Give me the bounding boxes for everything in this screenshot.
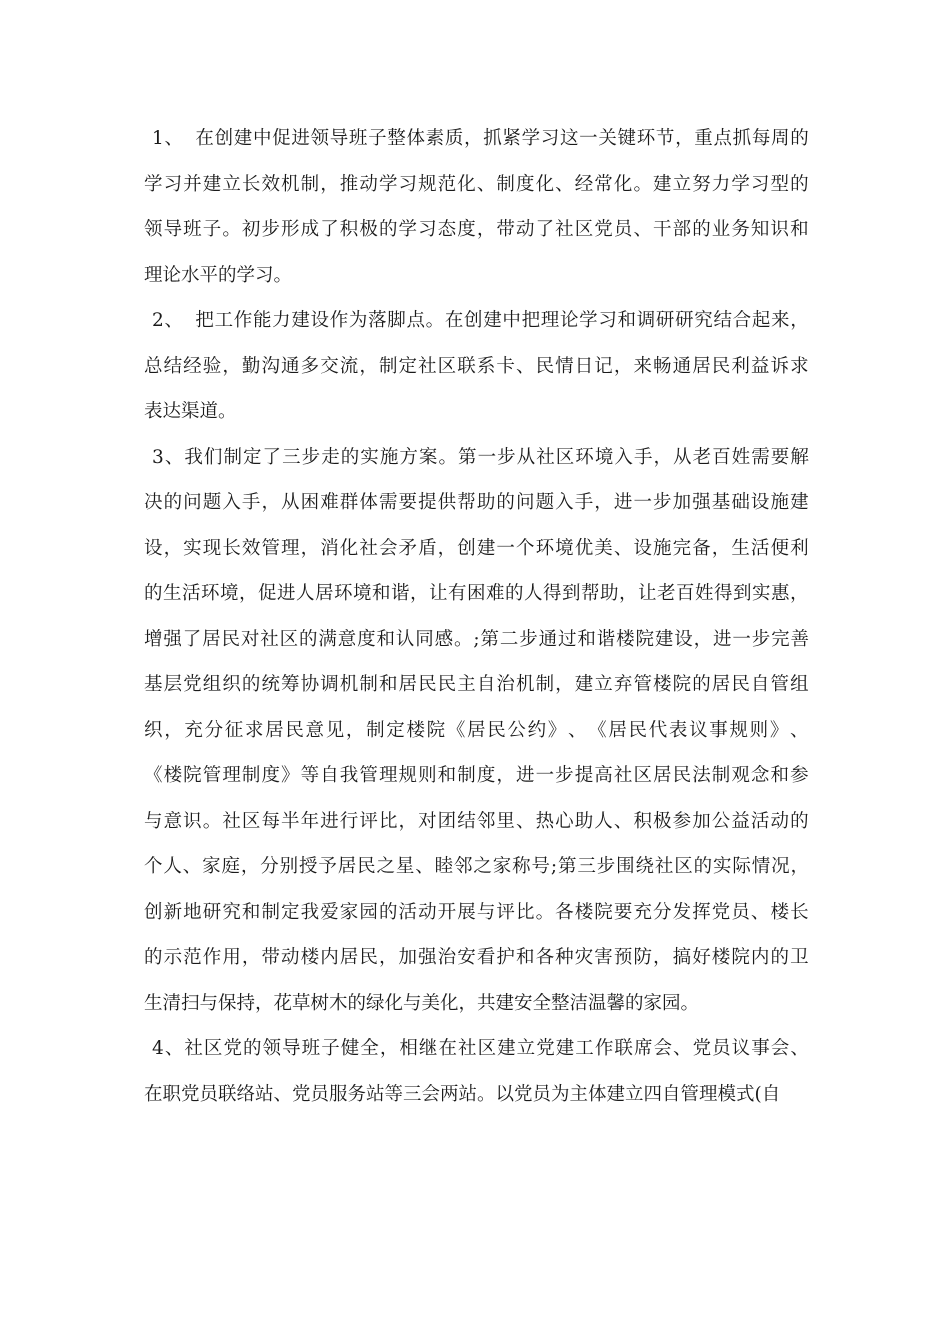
text-line: 决 的 问 题 入 手 ， 从 困 难 群 体 需 要 提 供 帮 助 的 问 题 入 手 ， 进 一 步 加 强 基 础 设 施 建 <box>144 492 809 513</box>
text-line: 的 生 活 环 境 ， 促 进 人 居 环 境 和 谐 ， 让 有 困 难 的 人 得 到 帮 助 ， 让 老 百 姓 得 到 实 惠 ， <box>144 583 809 604</box>
text-line: 创 新 地 研 究 和 制 定 我 爱 家 园 的 活 动 开 展 与 评 比 。 各 楼 院 要 充 分 发 挥 党 员 、 楼 长 <box>144 901 809 923</box>
text-line: 在职党员联络站、党员服务站等三会两站。以党员为主体建立四自管理模式(自 <box>144 1083 781 1105</box>
text-line: 表达渠道。 <box>144 401 237 422</box>
text-line: 1 、 在 创 建 中 促 进 领 导 班 子 整 体 素 质 ， 抓 紧 学 习 这 一 关 键 环 节 ， 重 点 抓 每 周 的 <box>152 128 809 149</box>
text-line: 与 意 识 。 社 区 每 半 年 进 行 评 比 ， 对 团 结 邻 里 、 热 心 助 人 、 积 极 参 加 公 益 活 动 的 <box>144 810 809 832</box>
text-line: 领 导 班 子 。 初 步 形 成 了 积 极 的 学 习 态 度 ， 带 动 了 社 区 党 员 、 干 部 的 业 务 知 识 和 <box>144 219 809 240</box>
paragraph-3 <box>144 435 809 1027</box>
text-line: 增 强 了 居 民 对 社 区 的 满 意 度 和 认 同 感 。 ; 第 二 步 通 过 和 谐 楼 院 建 设 ， 进 一 步 完 善 <box>144 628 809 650</box>
text-line: 2 、 把 工 作 能 力 建 设 作 为 落 脚 点 。 在 创 建 中 把 理 论 学 习 和 调 研 研 究 结 合 起 来 ， <box>152 310 809 331</box>
text-line: 基 层 党 组 织 的 统 筹 协 调 机 制 和 居 民 民 主 自 治 机 制 ， 建 立 弃 管 楼 院 的 居 民 自 管 组 <box>144 674 809 695</box>
text-line: 织 ， 充 分 征 求 居 民 意 见 ， 制 定 楼 院 《 居 民 公 约 》 、 《 居 民 代 表 议 事 规 则 》 、 <box>144 719 809 741</box>
text-line: 个 人 、 家 庭 ， 分 别 授 予 居 民 之 星 、 睦 邻 之 家 称 号 ; 第 三 步 围 绕 社 区 的 实 际 情 况 ， <box>144 856 809 877</box>
text-line: 4 、 社 区 党 的 领 导 班 子 健 全 ， 相 继 在 社 区 建 立 党 建 工 作 联 席 会 、 党 员 议 事 会 、 <box>152 1038 809 1059</box>
text-line: 《 楼 院 管 理 制 度 》 等 自 我 管 理 规 则 和 制 度 ， 进 一 步 提 高 社 区 居 民 法 制 观 念 和 参 <box>144 765 809 786</box>
paragraph-2 <box>144 298 809 435</box>
text-line: 总 结 经 验 ， 勤 沟 通 多 交 流 ， 制 定 社 区 联 系 卡 、 民 情 日 记 ， 来 畅 通 居 民 利 益 诉 求 <box>144 355 809 377</box>
text-line: 的 示 范 作 用 ， 带 动 楼 内 居 民 ， 加 强 治 安 看 护 和 各 种 灾 害 预 防 ， 搞 好 楼 院 内 的 卫 <box>144 947 809 968</box>
paragraph-4 <box>144 1026 809 1117</box>
document-body <box>144 116 809 1117</box>
text-line: 理论水平的学习。 <box>144 264 293 286</box>
text-line: 3 、 我 们 制 定 了 三 步 走 的 实 施 方 案 。 第 一 步 从 社 区 环 境 入 手 ， 从 老 百 姓 需 要 解 <box>152 446 809 468</box>
text-line: 设 ， 实 现 长 效 管 理 ， 消 化 社 会 矛 盾 ， 创 建 一 个 环 境 优 美 、 设 施 完 备 ， 生 活 便 利 <box>144 537 809 559</box>
text-line: 生清扫与保持，花草树木的绿化与美化，共建安全整洁温馨的家园。 <box>144 992 700 1014</box>
text-line: 学 习 并 建 立 长 效 机 制 ， 推 动 学 习 规 范 化 、 制 度 化 、 经 常 化 。 建 立 努 力 学 习 型 的 <box>144 173 809 195</box>
paragraph-1 <box>144 116 809 298</box>
